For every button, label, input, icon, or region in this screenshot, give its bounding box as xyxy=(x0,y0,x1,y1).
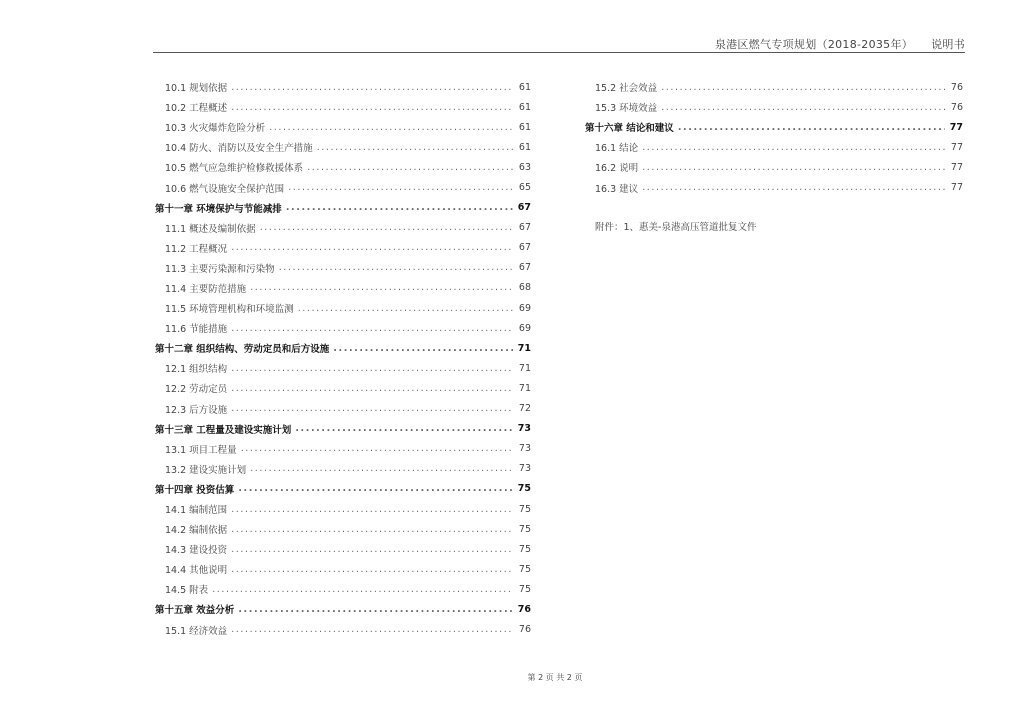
toc-page-number: 75 xyxy=(517,483,531,495)
toc-dot-leader xyxy=(231,363,513,374)
toc-dot-leader xyxy=(231,564,513,575)
toc-dot-leader xyxy=(307,162,513,173)
toc-dot-leader xyxy=(250,463,513,474)
toc-section-entry[interactable] xyxy=(155,620,531,640)
toc-entry-label: 第十二章 组织结构、劳动定员和后方设施 xyxy=(155,344,330,356)
toc-section-entry[interactable] xyxy=(155,318,531,338)
toc-dot-leader xyxy=(231,323,513,334)
toc-entry-label: 16.3 建议 xyxy=(595,183,639,195)
toc-section-entry[interactable] xyxy=(585,97,963,117)
toc-section-entry[interactable] xyxy=(155,559,531,579)
toc-entry-label: 12.1 组织结构 xyxy=(165,364,228,376)
header-rule xyxy=(153,52,965,53)
toc-dot-leader xyxy=(286,202,513,213)
toc-entry-label: 14.1 编制范围 xyxy=(165,505,228,517)
toc-section-entry[interactable] xyxy=(585,77,963,97)
attachment-note: 附件：1、惠美-泉港高压管道批复文件 xyxy=(595,222,757,233)
toc-page-number: 73 xyxy=(517,423,531,435)
page-footer: 第 2 页 共 2 页 xyxy=(527,673,583,682)
toc-section-entry[interactable] xyxy=(155,519,531,539)
toc-entry-label: 12.3 后方设施 xyxy=(165,404,228,416)
toc-dot-leader xyxy=(661,82,945,93)
toc-page-number: 77 xyxy=(950,141,963,153)
toc-dot-leader xyxy=(231,242,513,253)
toc-entry-label: 第十六章 结论和建议 xyxy=(585,123,674,135)
toc-dot-leader xyxy=(238,483,513,494)
toc-section-entry[interactable] xyxy=(155,97,531,117)
toc-section-entry[interactable] xyxy=(155,258,531,278)
toc-page-number: 68 xyxy=(518,282,531,294)
toc-entry-label: 15.2 社会效益 xyxy=(595,83,658,95)
toc-dot-leader xyxy=(231,82,513,93)
toc-dot-leader xyxy=(231,102,513,113)
toc-entry-label: 11.2 工程概况 xyxy=(165,243,228,255)
toc-page-number: 77 xyxy=(950,161,963,173)
toc-entry-label: 16.1 结论 xyxy=(595,143,639,155)
toc-entry-label: 10.2 工程概述 xyxy=(165,103,228,115)
toc-entry-label: 11.3 主要污染源和污染物 xyxy=(165,263,275,275)
toc-page-number: 61 xyxy=(518,141,531,153)
toc-page-number: 71 xyxy=(518,362,531,374)
toc-dot-leader xyxy=(642,182,945,193)
toc-page-number: 72 xyxy=(518,403,531,415)
toc-entry-label: 13.2 建设实施计划 xyxy=(165,464,247,476)
toc-section-entry[interactable] xyxy=(155,459,531,479)
toc-entry-label: 第十五章 效益分析 xyxy=(155,605,235,617)
toc-entry-label: 12.2 劳动定员 xyxy=(165,384,228,396)
toc-page-number: 75 xyxy=(518,543,531,555)
toc-section-entry[interactable] xyxy=(155,137,531,157)
toc-dot-leader xyxy=(231,504,513,515)
toc-dot-leader xyxy=(241,443,513,454)
toc-dot-leader xyxy=(642,142,945,153)
toc-entry-label: 14.5 附表 xyxy=(165,585,209,597)
toc-dot-leader xyxy=(212,584,513,595)
toc-section-entry[interactable] xyxy=(155,117,531,137)
toc-section-entry[interactable] xyxy=(155,439,531,459)
toc-page-number: 73 xyxy=(518,443,531,455)
toc-dot-leader xyxy=(642,162,945,173)
toc-section-entry[interactable] xyxy=(155,499,531,519)
toc-section-entry[interactable] xyxy=(155,399,531,419)
toc-page-number: 71 xyxy=(517,342,531,354)
toc-dot-leader xyxy=(678,122,945,133)
toc-page-number: 71 xyxy=(518,382,531,394)
toc-section-entry[interactable] xyxy=(155,278,531,298)
toc-entry-label: 第十三章 工程量及建设实施计划 xyxy=(155,424,292,436)
toc-page-number: 69 xyxy=(518,302,531,314)
toc-page-number: 67 xyxy=(517,202,531,214)
toc-page-number: 77 xyxy=(949,121,963,133)
toc-section-entry[interactable] xyxy=(155,157,531,177)
toc-dot-leader xyxy=(238,604,513,615)
toc-dot-leader xyxy=(333,343,513,354)
toc-chapter-entry[interactable] xyxy=(155,338,531,358)
header-doc-type: 说明书 xyxy=(931,38,965,51)
toc-dot-leader xyxy=(231,403,513,414)
toc-section-entry[interactable] xyxy=(155,378,531,398)
page-header xyxy=(153,36,965,52)
toc-section-entry[interactable] xyxy=(155,358,531,378)
toc-entry-label: 10.1 规划依据 xyxy=(165,83,228,95)
toc-page-number: 61 xyxy=(518,81,531,93)
toc-page-number: 63 xyxy=(518,161,531,173)
toc-section-entry[interactable] xyxy=(585,177,963,197)
toc-page-number: 76 xyxy=(518,624,531,636)
toc-entry-label: 10.4 防火、消防以及安全生产措施 xyxy=(165,143,313,155)
toc-entry-label: 第十一章 环境保护与节能减排 xyxy=(155,203,282,215)
toc-page-number: 76 xyxy=(517,603,531,615)
toc-dot-leader xyxy=(279,262,513,273)
toc-section-entry[interactable] xyxy=(155,298,531,318)
toc-chapter-entry[interactable] xyxy=(155,198,531,218)
toc-page-number: 76 xyxy=(950,81,963,93)
toc-page-number: 61 xyxy=(518,121,531,133)
toc-dot-leader xyxy=(231,624,513,635)
toc-dot-leader xyxy=(288,182,513,193)
toc-page-number: 67 xyxy=(518,242,531,254)
toc-entry-label: 10.5 燃气应急维护检修救援体系 xyxy=(165,163,304,175)
toc-dot-leader xyxy=(250,282,513,293)
toc-dot-leader xyxy=(269,122,513,133)
toc-page-number: 61 xyxy=(518,101,531,113)
toc-page-number: 67 xyxy=(518,262,531,274)
toc-section-entry[interactable] xyxy=(155,77,531,97)
toc-page-number: 75 xyxy=(518,523,531,535)
toc-section-entry[interactable] xyxy=(585,157,963,177)
toc-entry-label: 11.5 环境管理机构和环境监测 xyxy=(165,304,294,316)
toc-entry-label: 15.1 经济效益 xyxy=(165,625,228,637)
toc-entry-label: 14.3 建设投资 xyxy=(165,545,228,557)
toc-dot-leader xyxy=(231,383,513,394)
toc-section-entry[interactable] xyxy=(155,218,531,238)
toc-entry-label: 10.6 燃气设施安全保护范围 xyxy=(165,183,285,195)
toc-page-number: 75 xyxy=(518,583,531,595)
toc-page-number: 69 xyxy=(518,322,531,334)
toc-entry-label: 13.1 项目工程量 xyxy=(165,444,237,456)
toc-right-column xyxy=(585,77,963,198)
toc-entry-label: 10.3 火灾爆炸危险分析 xyxy=(165,123,266,135)
toc-entry-label: 第十四章 投资估算 xyxy=(155,484,235,496)
toc-chapter-entry[interactable] xyxy=(155,419,531,439)
toc-section-entry[interactable] xyxy=(155,579,531,599)
header-title: 泉港区燃气专项规划（2018-2035年） xyxy=(714,38,914,51)
toc-page-number: 75 xyxy=(518,563,531,575)
toc-dot-leader xyxy=(298,303,513,314)
toc-entry-label: 11.4 主要防范措施 xyxy=(165,283,247,295)
toc-page-number: 75 xyxy=(518,503,531,515)
toc-entry-label: 14.2 编制依据 xyxy=(165,525,228,537)
toc-left-column xyxy=(155,77,531,640)
toc-page-number: 65 xyxy=(518,182,531,194)
toc-section-entry[interactable] xyxy=(155,238,531,258)
toc-dot-leader xyxy=(661,102,945,113)
toc-section-entry[interactable] xyxy=(155,177,531,197)
toc-page-number: 77 xyxy=(950,182,963,194)
toc-section-entry[interactable] xyxy=(585,137,963,157)
toc-chapter-entry[interactable] xyxy=(155,479,531,499)
toc-page-number: 67 xyxy=(518,222,531,234)
toc-entry-label: 14.4 其他说明 xyxy=(165,565,228,577)
toc-entry-label: 16.2 说明 xyxy=(595,163,639,175)
toc-page-number: 73 xyxy=(518,463,531,475)
toc-dot-leader xyxy=(231,544,513,555)
toc-dot-leader xyxy=(231,524,513,535)
toc-entry-label: 11.1 概述及编制依据 xyxy=(165,223,256,235)
toc-entry-label: 15.3 环境效益 xyxy=(595,103,658,115)
toc-page-number: 76 xyxy=(950,101,963,113)
toc-chapter-entry[interactable] xyxy=(585,117,963,137)
toc-entry-label: 11.6 节能措施 xyxy=(165,324,228,336)
toc-dot-leader xyxy=(260,222,513,233)
toc-chapter-entry[interactable] xyxy=(155,599,531,619)
toc-dot-leader xyxy=(317,142,513,153)
toc-section-entry[interactable] xyxy=(155,539,531,559)
toc-dot-leader xyxy=(295,423,513,434)
